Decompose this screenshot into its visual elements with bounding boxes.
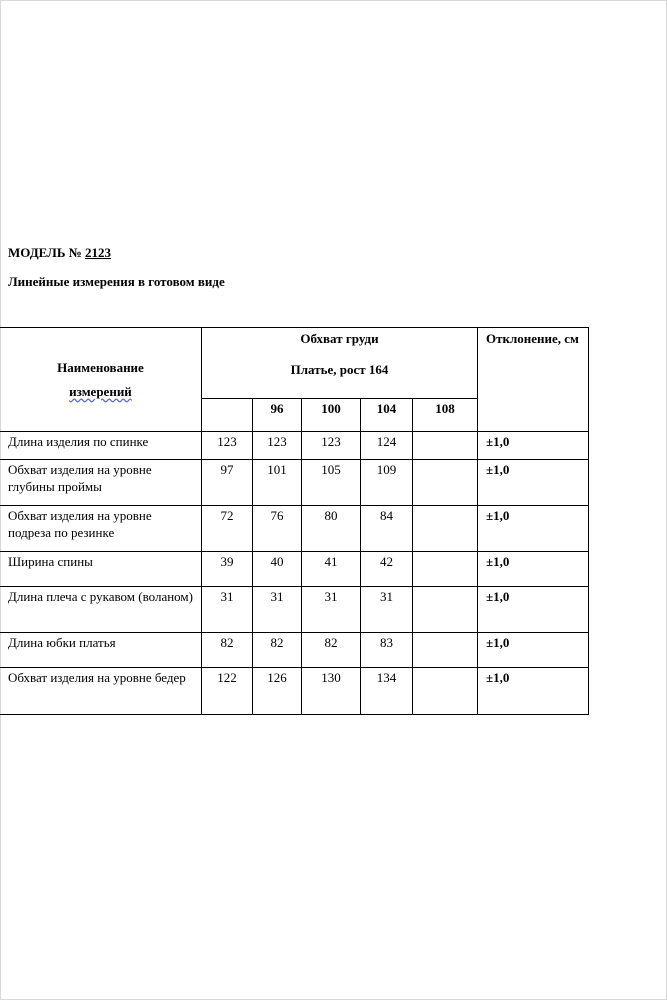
- measurement-name: Ширина спины: [0, 552, 202, 587]
- measurement-name: Обхват изделия на уровне глубины проймы: [0, 460, 202, 506]
- group-header-line2: Платье, рост 164: [290, 362, 389, 377]
- name-header-line1: Наименование: [57, 359, 144, 375]
- deviation-value: ±1,0: [478, 506, 589, 552]
- measurement-value: 97: [202, 460, 253, 506]
- measurement-value: 124: [361, 432, 413, 460]
- table-row: [0, 587, 589, 633]
- measurement-value: 42: [361, 552, 413, 587]
- measurement-value: 31: [253, 587, 302, 633]
- measurement-value: 72: [202, 506, 253, 552]
- measurement-value: 31: [361, 587, 413, 633]
- measurement-value: 39: [202, 552, 253, 587]
- measurement-name: Обхват изделия на уровне бедер: [0, 668, 202, 715]
- measurement-value: 41: [302, 552, 361, 587]
- table-row: [0, 506, 589, 552]
- deviation-value: ±1,0: [478, 432, 589, 460]
- deviation-value: ±1,0: [478, 668, 589, 715]
- empty-cell: [413, 587, 478, 633]
- measurement-value: 126: [253, 668, 302, 715]
- empty-cell: [413, 460, 478, 506]
- measurement-name: Обхват изделия на уровне подреза по резинке: [0, 506, 202, 552]
- deviation-value: ±1,0: [478, 460, 589, 506]
- document-subtitle: Линейные измерения в готовом виде: [8, 274, 225, 289]
- measurement-value: 83: [361, 633, 413, 668]
- chest-group-header: [202, 328, 478, 399]
- deviation-value: ±1,0: [478, 552, 589, 587]
- size-header: 108: [413, 399, 478, 432]
- size-header: 104: [361, 399, 413, 432]
- measurement-value: 31: [302, 587, 361, 633]
- measurement-value: 40: [253, 552, 302, 587]
- measurement-name: Длина плеча с рукавом (воланом): [0, 587, 202, 633]
- model-number: 2123: [85, 245, 112, 260]
- measurement-value: 101: [253, 460, 302, 506]
- name-header-line2: измерений: [69, 383, 132, 399]
- measurement-value: 123: [202, 432, 253, 460]
- deviation-header: Отклонение, см: [478, 328, 589, 432]
- empty-cell: [413, 668, 478, 715]
- size-header: 96: [253, 399, 302, 432]
- size-header: [202, 399, 253, 432]
- table-row: [0, 633, 589, 668]
- measurement-value: 109: [361, 460, 413, 506]
- table-row: [0, 460, 589, 506]
- measurement-value: 82: [302, 633, 361, 668]
- measurement-name-header: [0, 328, 202, 432]
- measurement-name: Длина изделия по спинке: [0, 432, 202, 460]
- deviation-value: ±1,0: [478, 587, 589, 633]
- table-row: [0, 432, 589, 460]
- empty-cell: [413, 552, 478, 587]
- table-row: [0, 552, 589, 587]
- measurements-table: [0, 327, 589, 715]
- size-header: 100: [302, 399, 361, 432]
- measurement-value: 123: [253, 432, 302, 460]
- measurement-value: 80: [302, 506, 361, 552]
- empty-cell: [413, 432, 478, 460]
- group-header-line1: Обхват груди: [300, 331, 379, 346]
- measurement-value: 123: [302, 432, 361, 460]
- measurement-value: 76: [253, 506, 302, 552]
- model-label: МОДЕЛЬ №: [8, 245, 82, 260]
- measurement-value: 82: [253, 633, 302, 668]
- table-row: [0, 668, 589, 715]
- measurement-value: 134: [361, 668, 413, 715]
- measurement-value: 122: [202, 668, 253, 715]
- measurement-name: Длина юбки платья: [0, 633, 202, 668]
- measurement-value: 82: [202, 633, 253, 668]
- model-title: [8, 245, 111, 261]
- measurement-value: 84: [361, 506, 413, 552]
- table-header-row: [0, 328, 589, 399]
- measurement-value: 105: [302, 460, 361, 506]
- measurement-value: 130: [302, 668, 361, 715]
- empty-cell: [413, 633, 478, 668]
- deviation-value: ±1,0: [478, 633, 589, 668]
- measurement-value: 31: [202, 587, 253, 633]
- empty-cell: [413, 506, 478, 552]
